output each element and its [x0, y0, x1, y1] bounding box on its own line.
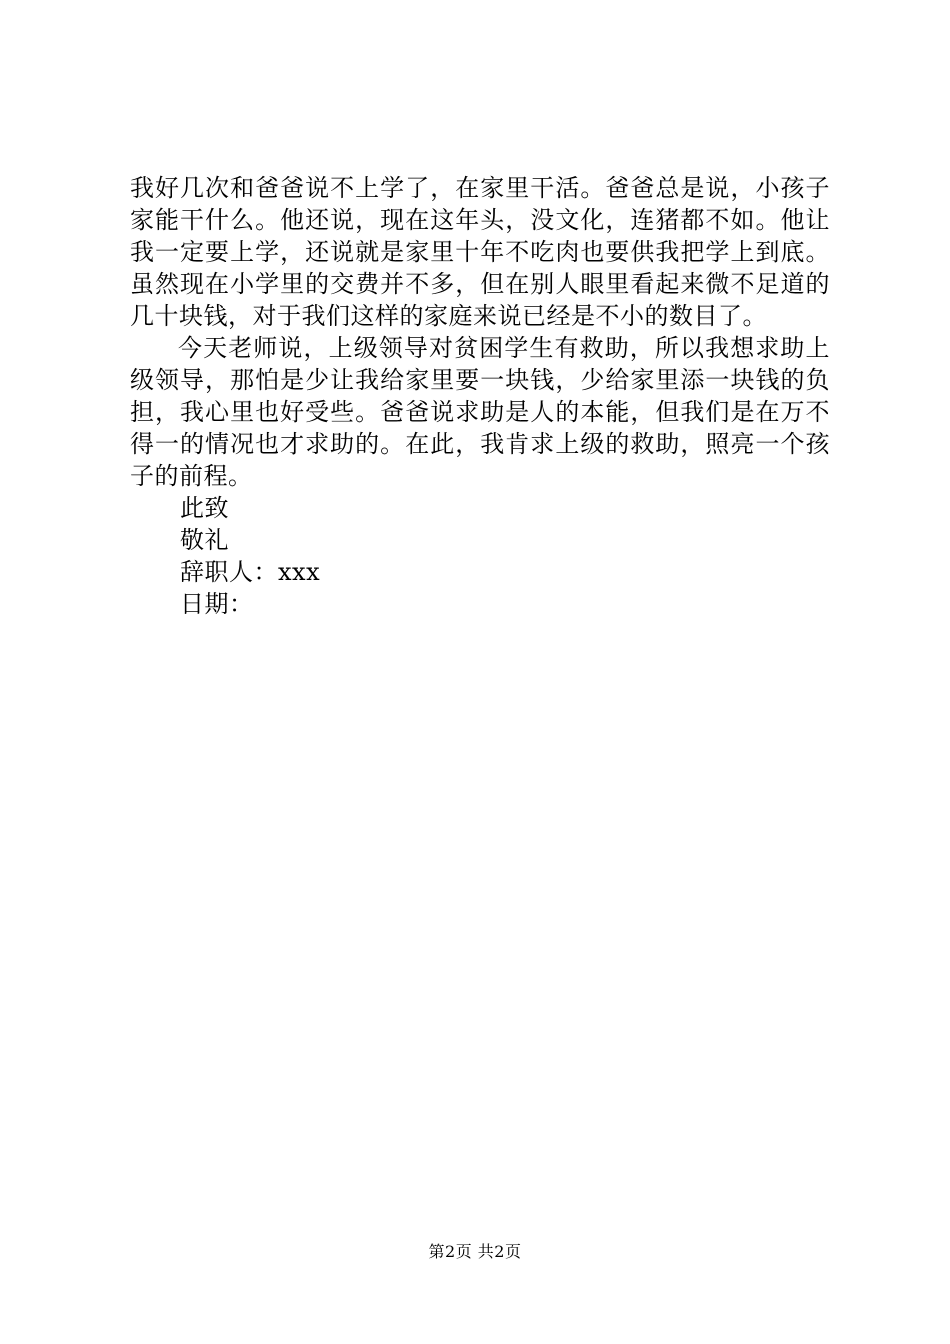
closing-salutation: 此致	[180, 494, 229, 522]
signature-line	[130, 556, 830, 588]
letter-body	[130, 172, 830, 620]
closing-regards: 敬礼	[180, 526, 229, 554]
date-line: 日期：	[180, 590, 254, 618]
signer-name: xxx	[278, 558, 321, 586]
paragraph-request: 今天老师说，上级领导对贫困学生有救助，所以我想求助上级领导，那怕是少让我给家里要一块钱，少给家里添一块钱的负担，我心里也好受些。爸爸说求助是人的本能，但我们是在万不得一的情况也才求助的。在此，我肯求上级的救助，照亮一个孩子的前程。	[130, 334, 830, 490]
page-footer: 第2页 共2页	[428, 1242, 522, 1261]
signer-label: 辞职人：	[180, 558, 278, 586]
paragraph-continued: 我好几次和爸爸说不上学了，在家里干活。爸爸总是说，小孩子家能干什么。他还说，现在这年头，没文化，连猪都不如。他让我一定要上学，还说就是家里十年不吃肉也要供我把学上到底。虽然现在小学里的交费并不多，但在别人眼里看起来微不足道的几十块钱，对于我们这样的家庭来说已经是不小的数目了。	[130, 174, 830, 330]
